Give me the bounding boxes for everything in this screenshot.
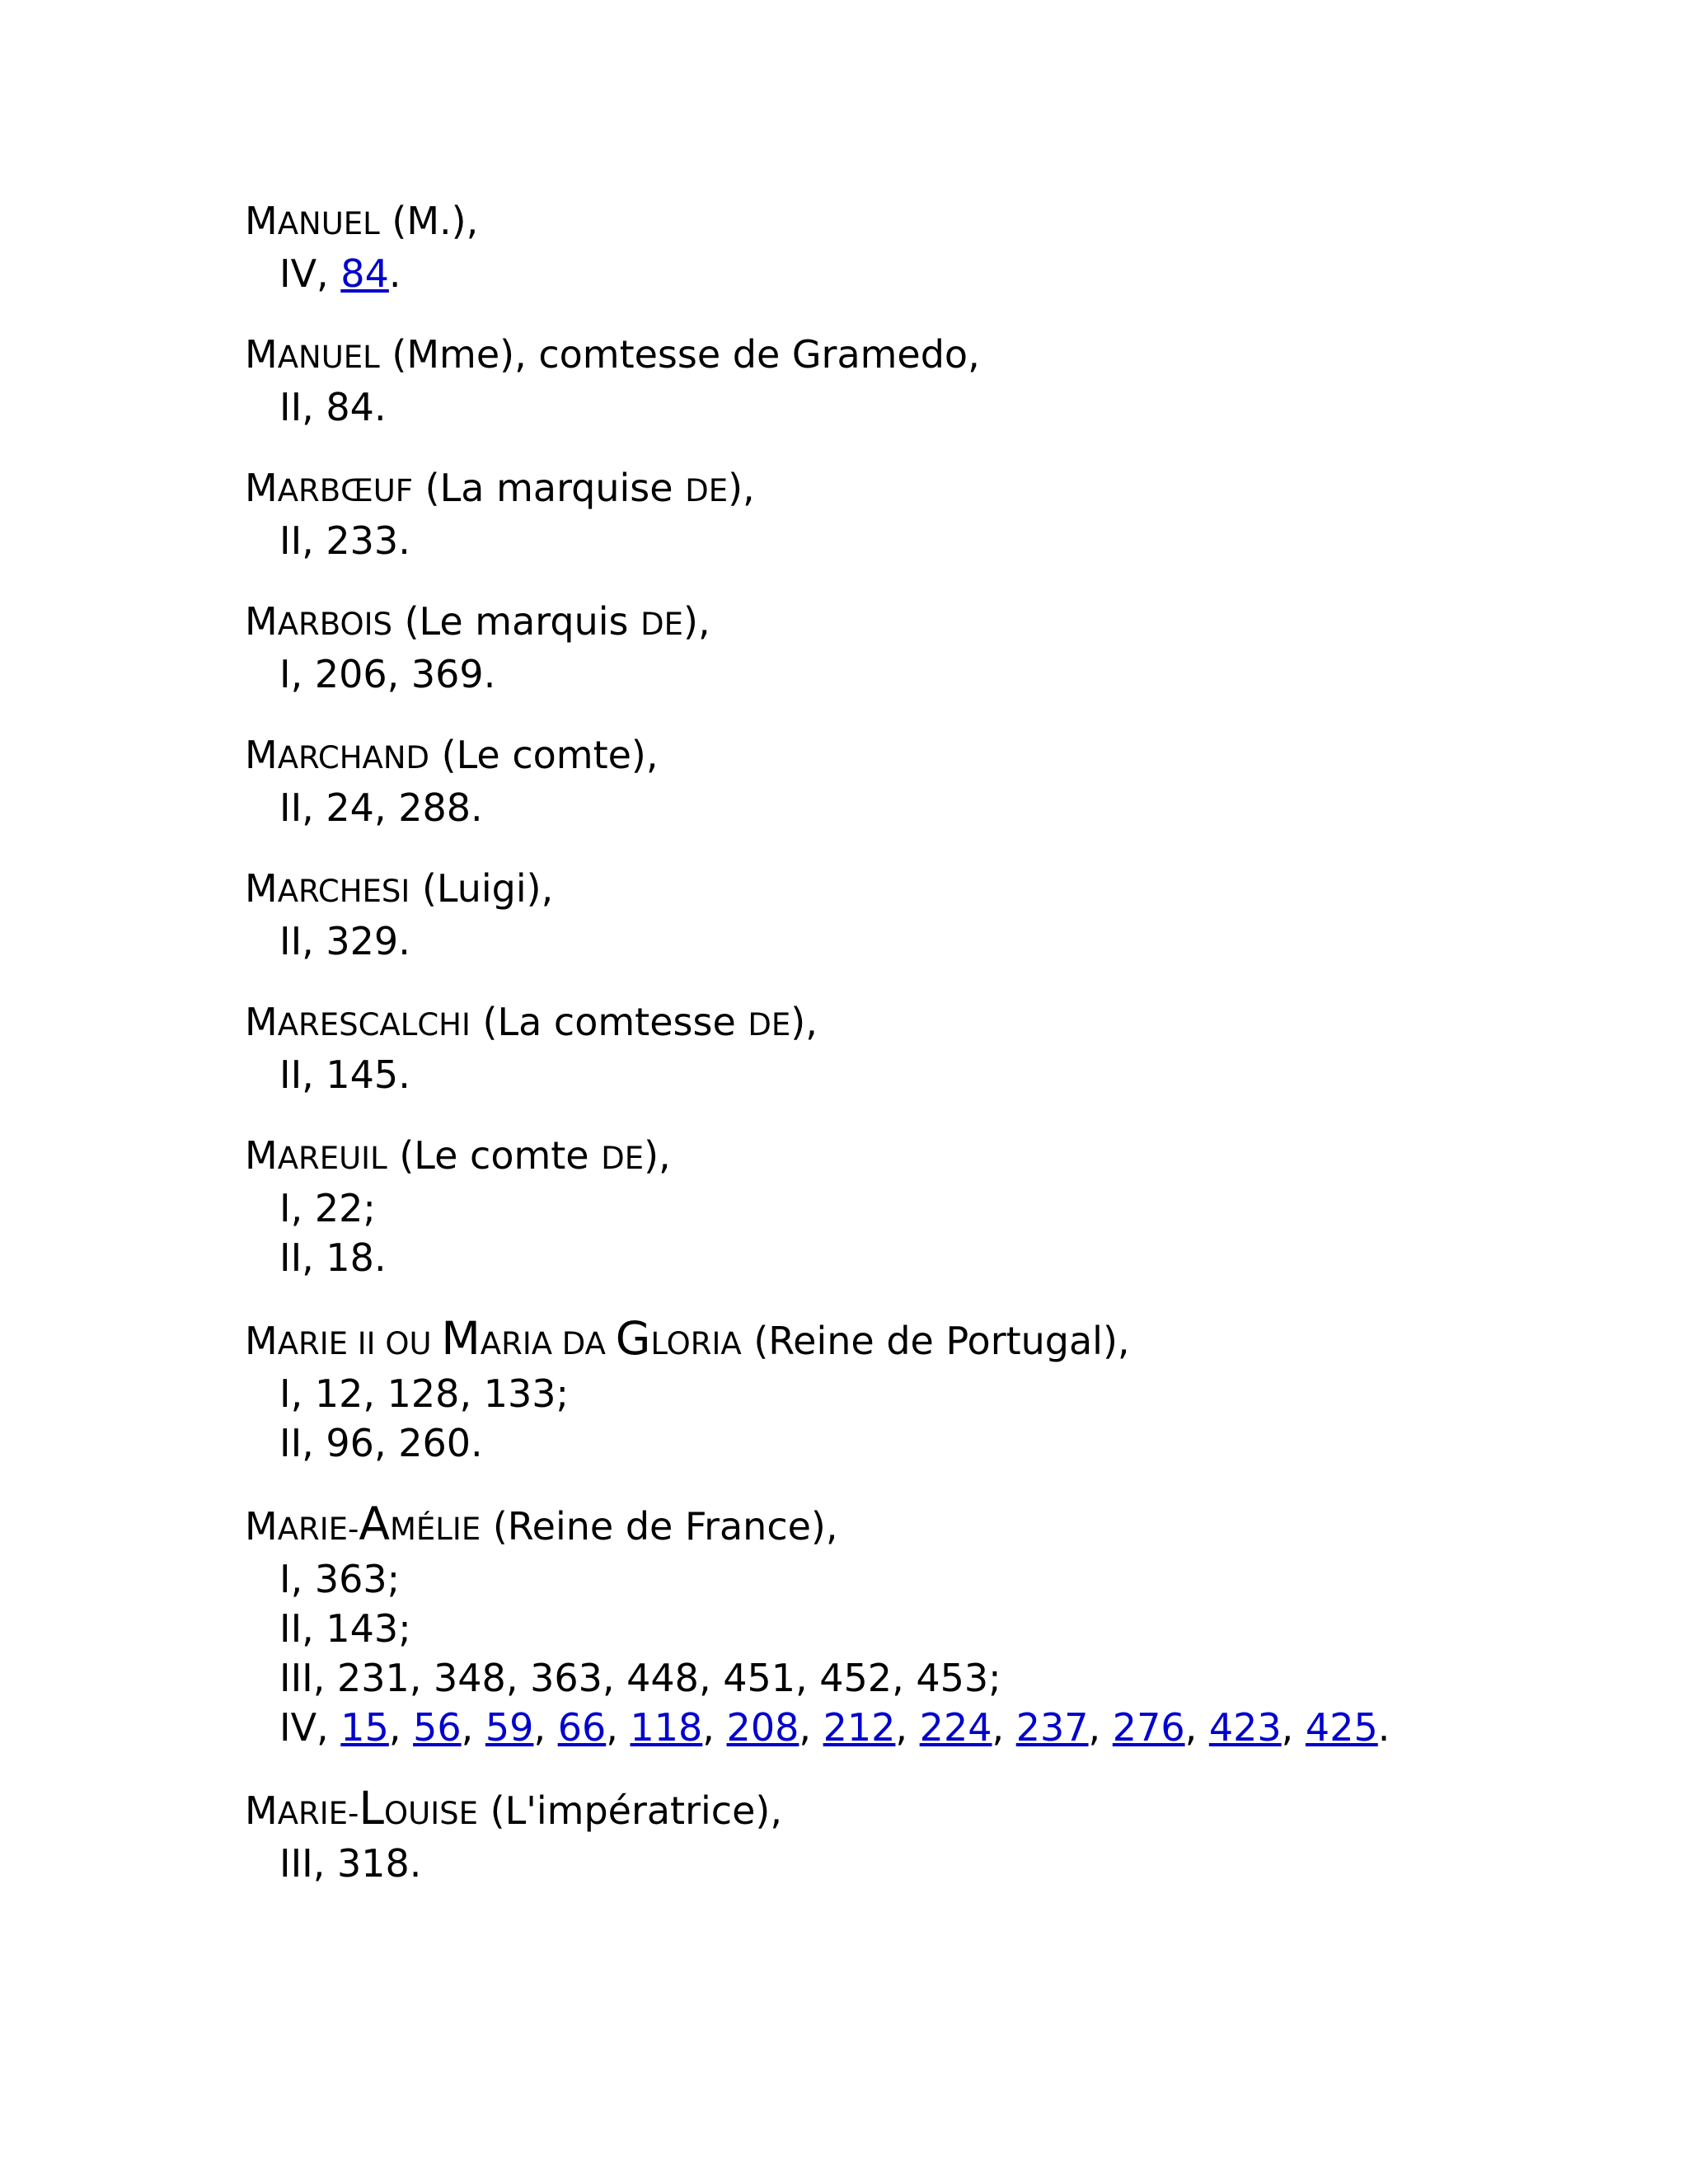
heading-segment: M [245,866,278,911]
heading-segment: (Mme), comtesse de Gramedo, [379,332,980,377]
page-link[interactable]: 276 [1112,1705,1185,1750]
line-terminator: ; [363,1186,376,1230]
index-entry [245,1314,1629,1468]
volume-number: II [279,1421,302,1465]
heading-segment: M [245,1788,278,1833]
heading-segment: M [245,1000,278,1044]
heading-segment: (M.), [379,199,479,243]
page-number: 128 [387,1371,460,1416]
heading-segment: (L'impératrice), [478,1788,782,1833]
heading-segment: (Le comte [387,1133,602,1178]
line-terminator: . [398,518,410,563]
heading-segment: AREUIL [277,1141,387,1176]
page-number: 18 [326,1235,374,1280]
page-link[interactable]: 118 [630,1705,703,1750]
heading-segment: (Reine de Portugal), [741,1319,1130,1363]
heading-segment: OUISE [384,1796,479,1831]
heading-segment: (Le marquis [392,599,641,644]
volume-number: III [279,1841,313,1886]
entry-heading [245,1783,1629,1839]
page-number: 329 [326,919,399,963]
entry-heading [245,864,1629,916]
volume-number: I [279,1371,291,1416]
heading-segment: M [245,466,278,510]
page-number: 451 [723,1656,796,1700]
line-terminator: . [398,919,410,963]
page-number: 22 [314,1186,363,1230]
page-number: 288 [398,785,471,830]
volume-line: II, 84. [279,385,387,429]
heading-segment: DE [685,473,729,509]
heading-segment: ARIA DA [480,1326,616,1361]
line-terminator: . [388,251,401,296]
index-entry [245,864,1629,966]
heading-segment: ), [644,1133,671,1178]
volume-number: II [279,785,302,830]
heading-segment: ARIE- [277,1796,359,1831]
page-link[interactable]: 84 [340,251,389,296]
entry-heading [245,730,1629,783]
entry-heading [245,1314,1629,1369]
heading-segment: M [245,1133,278,1178]
heading-segment: M [245,1319,278,1363]
volume-line: I, 206, 369. [279,652,496,696]
volume-number: IV [279,251,317,296]
volume-number: III [279,1656,313,1700]
heading-segment: (La marquise [413,466,686,510]
index-entry [245,597,1629,699]
page-number: 206 [314,652,387,696]
heading-segment: ), [683,599,710,644]
volume-line: II, 143; [279,1606,411,1651]
index-entry [245,1499,1629,1752]
heading-segment: M [245,1504,278,1549]
page-link[interactable]: 224 [919,1705,992,1750]
volume-number: II [279,518,302,563]
page-number: 452 [819,1656,893,1700]
page-number: 363 [314,1557,387,1601]
heading-segment: ), [790,1000,818,1044]
line-terminator: . [471,1421,483,1465]
volume-line: I, 22; [279,1186,376,1230]
heading-segment: G [615,1312,651,1365]
volume-number: IV [279,1705,317,1750]
page-number: 145 [326,1052,399,1097]
volume-number: I [279,652,291,696]
line-terminator: . [409,1841,422,1886]
volume-number: II [279,385,302,429]
volume-line: II, 145. [279,1052,410,1097]
entry-heading [245,196,1629,249]
index-entry [245,196,1629,298]
line-terminator: ; [556,1371,569,1416]
page-number: 363 [530,1656,603,1700]
volume-number: I [279,1557,291,1601]
page-link[interactable]: 56 [413,1705,462,1750]
heading-segment: (Reine de France), [481,1504,838,1549]
line-terminator: . [373,1235,387,1280]
heading-segment: ANUEL [277,340,380,375]
page-link[interactable]: 425 [1305,1705,1378,1750]
line-terminator: ; [387,1557,401,1601]
heading-segment: M [245,733,278,777]
index-entry [245,1783,1629,1888]
line-terminator: ; [988,1656,1001,1700]
page-number: 453 [916,1656,989,1700]
page-number: 231 [336,1656,410,1700]
heading-segment: ARIE II OU [277,1326,442,1361]
entry-heading [245,330,1629,382]
volume-number: I [279,1186,291,1230]
page-link[interactable]: 212 [823,1705,896,1750]
page-link[interactable]: 423 [1208,1705,1282,1750]
heading-segment: A [359,1497,390,1550]
line-terminator: ; [398,1606,411,1651]
heading-segment: ARCHESI [277,874,410,909]
page-number: 143 [326,1606,399,1651]
heading-segment: M [441,1312,481,1365]
page-number: 369 [410,652,484,696]
page-number: 96 [326,1421,374,1465]
volume-line: III, 318. [279,1841,422,1886]
page-number: 12 [314,1371,363,1416]
entry-heading [245,1499,1629,1554]
volume-number: II [279,1235,302,1280]
volume-line: IV, 84. [279,251,401,296]
index-entry [245,997,1629,1099]
volume-number: II [279,1052,302,1097]
entry-heading [245,997,1629,1050]
page-link[interactable]: 15 [340,1705,389,1750]
index-entry [245,1131,1629,1282]
volume-line: I, 12, 128, 133; [279,1371,569,1416]
heading-segment: ), [728,466,755,510]
heading-segment: (Le comte), [429,733,659,777]
heading-segment: L [359,1782,385,1835]
volume-line: II, 24, 288. [279,785,483,830]
volume-line: IV, 15, 56, 59, 66, 118, 208, 212, 224, 237, 276, 423, 425. [279,1705,1390,1750]
heading-segment: M [245,199,278,243]
page-number: 233 [326,518,399,563]
page-number: 84 [326,385,374,429]
heading-segment: DE [640,607,683,642]
volume-line: II, 329. [279,919,410,963]
entry-heading [245,463,1629,516]
heading-segment: ARESCALCHI [277,1007,471,1043]
index-entry [245,730,1629,832]
heading-segment: M [245,332,278,377]
line-terminator: . [398,1052,410,1097]
volume-number: II [279,919,302,963]
entry-heading [245,1131,1629,1183]
page-number: 348 [434,1656,506,1700]
line-terminator: . [471,785,483,830]
index-entry [245,463,1629,565]
line-terminator: . [373,385,387,429]
index-entry [245,330,1629,432]
heading-segment: ARIE- [277,1511,359,1547]
page-link[interactable]: 59 [485,1705,534,1750]
heading-segment: ARBŒUF [277,473,414,509]
line-terminator: . [1377,1705,1390,1750]
page-number: 260 [398,1421,471,1465]
heading-segment: MÉLIE [390,1511,481,1547]
volume-number: II [279,1606,302,1651]
entry-heading [245,597,1629,649]
heading-segment: DE [748,1007,791,1043]
volume-line: II, 96, 260. [279,1421,483,1465]
volume-line: I, 363; [279,1557,401,1601]
heading-segment: (La comtesse [470,1000,748,1044]
page-number: 448 [626,1656,699,1700]
heading-segment: M [245,599,278,644]
heading-segment: LORIA [650,1326,742,1361]
page-number: 24 [326,785,374,830]
page-link[interactable]: 237 [1015,1705,1089,1750]
volume-line: III, 231, 348, 363, 448, 451, 452, 453; [279,1656,1001,1700]
page-link[interactable]: 208 [726,1705,799,1750]
heading-segment: ARCHAND [277,740,430,776]
heading-segment: ARBOIS [277,607,392,642]
volume-line: II, 233. [279,518,410,563]
heading-segment: ANUEL [277,206,380,241]
page-link[interactable]: 66 [557,1705,607,1750]
page-number: 133 [483,1371,556,1416]
heading-segment: (Luigi), [410,866,554,911]
line-terminator: . [483,652,496,696]
volume-line: II, 18. [279,1235,387,1280]
index-list [245,196,1629,1919]
heading-segment: DE [601,1141,645,1176]
page-number: 318 [336,1841,410,1886]
